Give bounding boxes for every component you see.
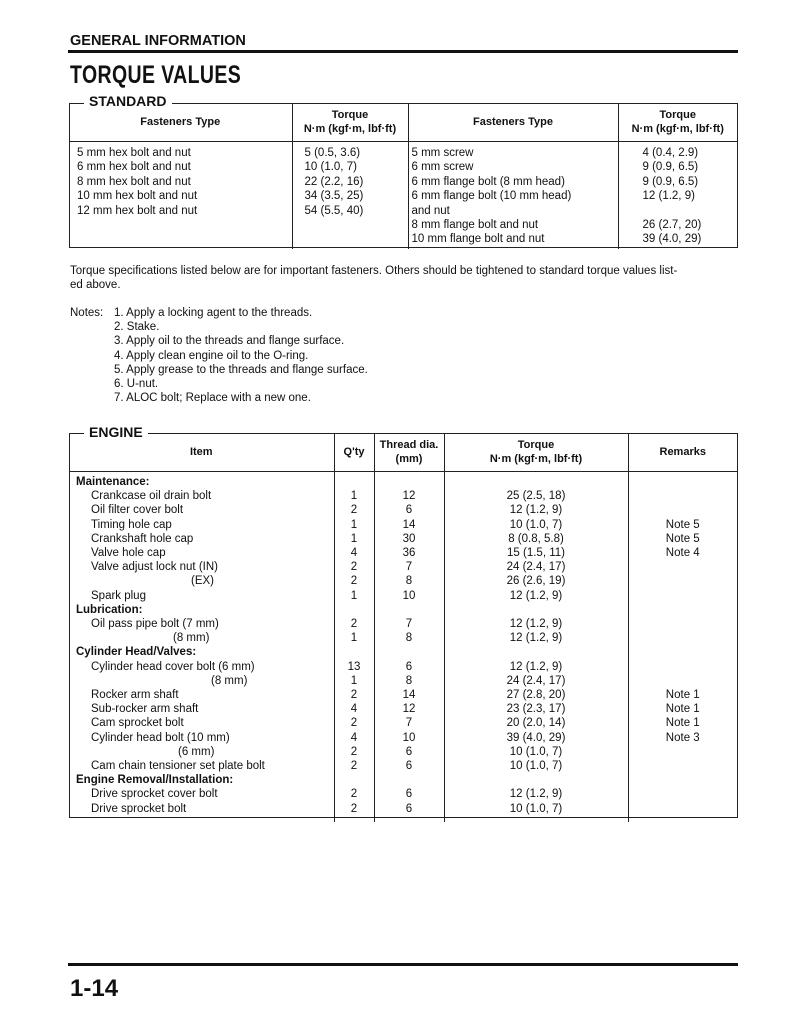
note-item	[70, 306, 368, 320]
empty-cell	[374, 472, 444, 490]
table-row	[69, 787, 737, 801]
qty-value: 2	[334, 574, 374, 588]
torque-value: 15 (1.5, 11)	[444, 546, 628, 560]
note-text: 7. ALOC bolt; Replace with a new one.	[114, 392, 311, 405]
remarks-value	[628, 560, 737, 574]
std-torque-value: 34 (3.5, 25)	[304, 190, 364, 203]
std-torque-value: 12 (1.2, 9)	[642, 190, 695, 203]
empty-cell	[628, 773, 737, 787]
qty-value: 2	[334, 560, 374, 574]
item-label: Spark plug	[91, 589, 146, 602]
table-row	[69, 631, 737, 645]
standard-table	[69, 103, 737, 249]
remarks-value	[628, 660, 737, 674]
qty-value: 2	[334, 688, 374, 702]
empty-cell	[334, 773, 374, 787]
remarks-value	[628, 617, 737, 631]
item-label: Crankcase oil drain bolt	[91, 490, 212, 503]
item-label: Cam sprocket bolt	[91, 717, 184, 730]
std-torque-value: 5 (0.5, 3.6)	[304, 147, 361, 159]
remarks-value: Note 1	[628, 688, 737, 702]
thread-value: 14	[374, 518, 444, 532]
empty-cell	[374, 773, 444, 787]
note-text: 4. Apply clean engine oil to the O-ring.	[114, 349, 309, 362]
qty-value: 4	[334, 702, 374, 716]
remarks-value	[628, 489, 737, 503]
table-row	[69, 532, 737, 546]
intro-line-1: Torque specifications listed below are for important fasteners. Others should be tightened to standard torque values list-	[70, 265, 678, 277]
item-label: Cam chain tensioner set plate bolt	[91, 760, 265, 773]
qty-value: 1	[334, 589, 374, 603]
thread-value: 36	[374, 546, 444, 560]
table-row	[69, 617, 737, 631]
table-row	[69, 759, 737, 773]
note-item	[70, 334, 368, 348]
padding-cell	[374, 816, 444, 822]
torque-value: 23 (2.3, 17)	[444, 702, 628, 716]
torque-value: 39 (4.0, 29)	[444, 731, 628, 745]
std-fastener-type: 10 mm flange bolt and nut	[411, 233, 545, 246]
std-torque-value: 4 (0.4, 2.9)	[642, 147, 699, 159]
item-label: Timing hole cap	[91, 518, 172, 531]
thread-value: 8	[374, 674, 444, 688]
std-torque-value: 9 (0.9, 6.5)	[642, 175, 699, 188]
item-label: (EX)	[191, 575, 214, 588]
table-row	[69, 702, 737, 716]
std-fastener-type: 6 mm screw	[411, 161, 474, 174]
torque-value: 12 (1.2, 9)	[444, 787, 628, 801]
std-col-fastener-right: Fasteners Type	[408, 103, 618, 142]
footer-rule	[68, 963, 738, 966]
table-row	[69, 589, 737, 603]
category-row	[69, 472, 737, 490]
std-torque-value: 9 (0.9, 6.5)	[642, 161, 699, 174]
remarks-value: Note 1	[628, 702, 737, 716]
thread-value: 8	[374, 631, 444, 645]
std-fastener-type: 8 mm flange bolt and nut	[411, 219, 539, 232]
item-label: Drive sprocket cover bolt	[91, 788, 218, 801]
torque-value: 10 (1.0, 7)	[444, 518, 628, 532]
std-fastener-type: 5 mm screw	[411, 147, 474, 159]
item-label: Crankshaft hole cap	[91, 532, 194, 545]
thread-value: 12	[374, 702, 444, 716]
torque-value: 8 (0.8, 5.8)	[444, 532, 628, 546]
empty-cell	[444, 645, 628, 659]
qty-value: 1	[334, 674, 374, 688]
eng-col-torque: Torque N·m (kgf·m, lbf·ft)	[444, 433, 628, 472]
table-row	[69, 688, 737, 702]
qty-value: 2	[334, 759, 374, 773]
std-fastener-type: and nut	[411, 204, 450, 217]
item-label: Rocker arm shaft	[91, 689, 179, 702]
empty-cell	[628, 645, 737, 659]
std-fastener-type: 6 mm hex bolt and nut	[77, 161, 191, 174]
item-label: (8 mm)	[173, 632, 210, 645]
category-label: Cylinder Head/Valves:	[76, 646, 197, 659]
eng-col-item: Item	[69, 433, 334, 472]
engine-table	[69, 433, 737, 822]
remarks-value: Note 1	[628, 716, 737, 730]
empty-cell	[444, 603, 628, 617]
empty-cell	[334, 645, 374, 659]
category-row	[69, 603, 737, 617]
std-fastener-type: 12 mm hex bolt and nut	[77, 204, 198, 217]
std-torque-value: 26 (2.7, 20)	[642, 219, 702, 232]
thread-value: 6	[374, 745, 444, 759]
note-item	[70, 320, 368, 334]
table-row	[69, 560, 737, 574]
torque-value: 20 (2.0, 14)	[444, 716, 628, 730]
std-left-types	[69, 142, 292, 249]
thread-value: 6	[374, 660, 444, 674]
qty-value: 2	[334, 802, 374, 816]
table-row	[69, 731, 737, 745]
remarks-value	[628, 759, 737, 773]
thread-value: 6	[374, 802, 444, 816]
thread-value: 6	[374, 759, 444, 773]
remarks-value: Note 4	[628, 546, 737, 560]
std-fastener-type: 5 mm hex bolt and nut	[77, 147, 191, 159]
std-col-fastener-left: Fasteners Type	[69, 103, 292, 142]
item-label: (8 mm)	[211, 674, 248, 687]
padding-cell	[334, 816, 374, 822]
eng-col-qty: Q'ty	[334, 433, 374, 472]
thread-value: 14	[374, 688, 444, 702]
remarks-value	[628, 787, 737, 801]
item-label: Valve adjust lock nut (IN)	[91, 561, 218, 574]
std-torque-value: 22 (2.2, 16)	[304, 175, 364, 188]
item-label: Cylinder head cover bolt (6 mm)	[91, 660, 255, 673]
std-right-torques	[618, 142, 737, 249]
qty-value: 2	[334, 617, 374, 631]
thread-value: 30	[374, 532, 444, 546]
torque-value: 12 (1.2, 9)	[444, 617, 628, 631]
table-row	[69, 489, 737, 503]
torque-value: 24 (2.4, 17)	[444, 674, 628, 688]
padding-cell	[628, 816, 737, 822]
item-label: Oil filter cover bolt	[91, 504, 184, 517]
torque-value: 12 (1.2, 9)	[444, 660, 628, 674]
std-col-torque-left: Torque N·m (kgf·m, lbf·ft)	[292, 103, 408, 142]
category-label: Engine Removal/Installation:	[76, 774, 234, 787]
std-torque-value: 10 (1.0, 7)	[304, 161, 357, 174]
thread-value: 7	[374, 617, 444, 631]
engine-label: ENGINE	[84, 424, 148, 440]
padding-cell	[69, 816, 334, 822]
torque-value: 12 (1.2, 9)	[444, 589, 628, 603]
table-row	[69, 518, 737, 532]
page-number: 1-14	[70, 975, 119, 1002]
thread-value: 8	[374, 574, 444, 588]
section-title: GENERAL INFORMATION	[70, 33, 246, 49]
qty-value: 1	[334, 518, 374, 532]
empty-cell	[444, 472, 628, 490]
intro-line-2: ed above.	[70, 279, 121, 291]
category-row	[69, 773, 737, 787]
remarks-value	[628, 631, 737, 645]
table-row	[69, 674, 737, 688]
remarks-value	[628, 589, 737, 603]
note-item	[70, 363, 368, 377]
item-label: (6 mm)	[178, 745, 215, 758]
table-row	[69, 716, 737, 730]
std-fastener-type: 8 mm hex bolt and nut	[77, 175, 191, 188]
note-text: 3. Apply oil to the threads and flange surface.	[114, 335, 345, 348]
std-right-types	[408, 142, 618, 249]
remarks-value	[628, 745, 737, 759]
empty-cell	[374, 603, 444, 617]
notes-block	[70, 306, 368, 405]
torque-value: 27 (2.8, 20)	[444, 688, 628, 702]
torque-value: 26 (2.6, 19)	[444, 574, 628, 588]
eng-col-thread: Thread dia. (mm)	[374, 433, 444, 472]
remarks-value	[628, 674, 737, 688]
std-left-torques	[292, 142, 408, 249]
table-padding-row	[69, 816, 737, 822]
thread-value: 6	[374, 503, 444, 517]
empty-cell	[628, 472, 737, 490]
torque-value: 10 (1.0, 7)	[444, 759, 628, 773]
category-label: Lubrication:	[76, 603, 143, 616]
table-row	[69, 503, 737, 517]
note-text: 1. Apply a locking agent to the threads.	[114, 307, 313, 319]
remarks-value: Note 5	[628, 518, 737, 532]
empty-cell	[334, 603, 374, 617]
category-label: Maintenance:	[76, 476, 150, 488]
qty-value: 2	[334, 503, 374, 517]
note-text: 6. U-nut.	[114, 378, 159, 391]
page-title: TORQUE VALUES	[70, 61, 242, 89]
item-label: Oil pass pipe bolt (7 mm)	[91, 618, 219, 631]
notes-label: Notes:	[70, 307, 104, 319]
qty-value: 1	[334, 631, 374, 645]
std-torque-value	[643, 204, 738, 218]
empty-cell	[334, 472, 374, 490]
note-text: 2. Stake.	[114, 321, 160, 334]
torque-value: 24 (2.4, 17)	[444, 560, 628, 574]
table-row	[69, 745, 737, 759]
note-item	[70, 377, 368, 391]
thread-value: 7	[374, 560, 444, 574]
remarks-value: Note 5	[628, 532, 737, 546]
torque-value: 12 (1.2, 9)	[444, 631, 628, 645]
note-item	[70, 349, 368, 363]
table-row	[69, 546, 737, 560]
remarks-value	[628, 574, 737, 588]
torque-value: 10 (1.0, 7)	[444, 802, 628, 816]
qty-value: 1	[334, 489, 374, 503]
qty-value: 4	[334, 731, 374, 745]
item-label: Cylinder head bolt (10 mm)	[91, 731, 230, 744]
std-torque-value: 54 (5.5, 40)	[304, 204, 364, 217]
qty-value: 2	[334, 745, 374, 759]
thread-value: 12	[374, 489, 444, 503]
std-fastener-type: 6 mm flange bolt (8 mm head)	[411, 175, 565, 188]
std-col-torque-right: Torque N·m (kgf·m, lbf·ft)	[618, 103, 737, 142]
empty-cell	[374, 645, 444, 659]
thread-value: 7	[374, 716, 444, 730]
table-row	[69, 660, 737, 674]
table-row	[69, 802, 737, 816]
std-torque-value: 39 (4.0, 29)	[642, 233, 702, 246]
torque-value: 10 (1.0, 7)	[444, 745, 628, 759]
remarks-value	[628, 503, 737, 517]
note-text: 5. Apply grease to the threads and flange surface.	[114, 363, 368, 376]
qty-value: 4	[334, 546, 374, 560]
qty-value: 13	[334, 660, 374, 674]
item-label: Drive sprocket bolt	[91, 802, 187, 815]
std-fastener-type: 6 mm flange bolt (10 mm head)	[411, 190, 572, 203]
remarks-value: Note 3	[628, 731, 737, 745]
torque-value: 12 (1.2, 9)	[444, 503, 628, 517]
torque-value: 25 (2.5, 18)	[444, 489, 628, 503]
thread-value: 6	[374, 787, 444, 801]
item-label: Valve hole cap	[91, 547, 166, 560]
table-row	[69, 574, 737, 588]
qty-value: 2	[334, 716, 374, 730]
std-fastener-type: 10 mm hex bolt and nut	[77, 190, 198, 203]
category-row	[69, 645, 737, 659]
remarks-value	[628, 802, 737, 816]
standard-label: STANDARD	[84, 93, 172, 109]
empty-cell	[628, 603, 737, 617]
qty-value: 2	[334, 787, 374, 801]
header-rule	[68, 50, 738, 53]
empty-cell	[444, 773, 628, 787]
note-item	[70, 391, 368, 405]
thread-value: 10	[374, 589, 444, 603]
item-label: Sub-rocker arm shaft	[91, 703, 199, 716]
thread-value: 10	[374, 731, 444, 745]
eng-col-remarks: Remarks	[628, 433, 737, 472]
qty-value: 1	[334, 532, 374, 546]
padding-cell	[444, 816, 628, 822]
